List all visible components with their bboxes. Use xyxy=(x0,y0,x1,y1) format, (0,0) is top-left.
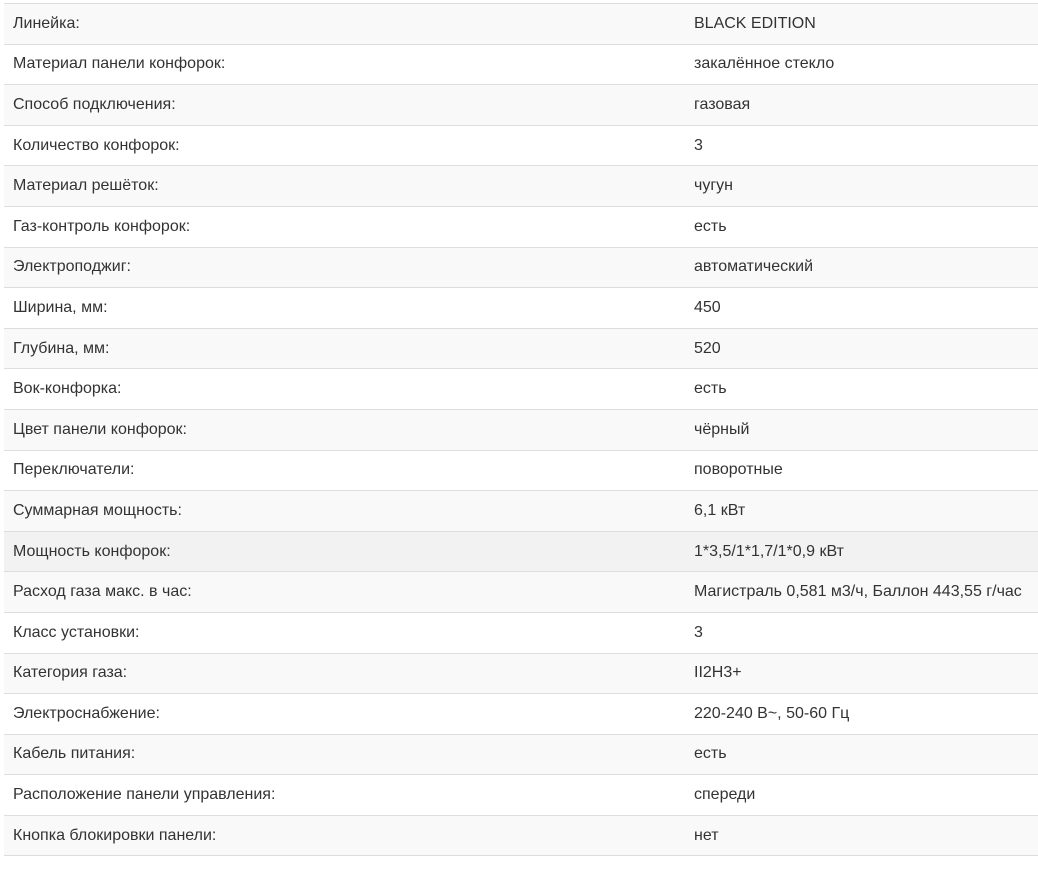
spec-label: Линейка: xyxy=(13,14,80,32)
spec-value: 520 xyxy=(694,339,721,357)
spec-label: Переключатели: xyxy=(13,461,135,479)
spec-label: Вок-конфорка: xyxy=(13,380,122,398)
spec-value: 3 xyxy=(694,136,703,154)
spec-label: Суммарная мощность: xyxy=(13,501,182,519)
spec-value: 1*3,5/1*1,7/1*0,9 кВт xyxy=(694,542,844,560)
spec-label: Кнопка блокировки панели: xyxy=(13,826,217,844)
spec-label: Расход газа макс. в час: xyxy=(13,583,192,601)
spec-label: Газ-контроль конфорок: xyxy=(13,217,191,235)
spec-row xyxy=(4,207,1038,248)
spec-row xyxy=(4,329,1038,370)
spec-label: Количество конфорок: xyxy=(13,136,180,154)
spec-row xyxy=(4,694,1038,735)
spec-value: 450 xyxy=(694,298,721,316)
spec-value: 220-240 В~, 50-60 Гц xyxy=(694,704,850,722)
spec-value: закалённое стекло xyxy=(694,55,835,73)
spec-value: нет xyxy=(694,826,719,844)
spec-value: Магистраль 0,581 м3/ч, Баллон 443,55 г/час xyxy=(694,583,1022,601)
spec-row xyxy=(4,248,1038,289)
spec-value: чёрный xyxy=(694,420,750,438)
spec-row xyxy=(4,613,1038,654)
spec-label: Расположение панели управления: xyxy=(13,786,276,804)
spec-row xyxy=(4,532,1038,573)
spec-row xyxy=(4,491,1038,532)
spec-row xyxy=(4,45,1038,86)
spec-value: поворотные xyxy=(694,461,783,479)
spec-value: 6,1 кВт xyxy=(694,501,746,519)
spec-value: 3 xyxy=(694,623,703,641)
spec-row xyxy=(4,4,1038,45)
spec-row xyxy=(4,572,1038,613)
spec-label: Электроснабжение: xyxy=(13,704,160,722)
spec-row xyxy=(4,166,1038,207)
spec-value: есть xyxy=(694,217,727,235)
spec-value: спереди xyxy=(694,786,756,804)
spec-label: Класс установки: xyxy=(13,623,140,641)
spec-label: Категория газа: xyxy=(13,664,128,682)
spec-value: BLACK EDITION xyxy=(694,14,816,32)
spec-value: II2H3+ xyxy=(694,664,742,682)
spec-row xyxy=(4,451,1038,492)
spec-row xyxy=(4,288,1038,329)
spec-row xyxy=(4,410,1038,451)
spec-value: автоматический xyxy=(694,258,814,276)
spec-value: есть xyxy=(694,745,727,763)
spec-label: Способ подключения: xyxy=(13,95,176,113)
spec-table xyxy=(4,3,1038,856)
spec-label: Кабель питания: xyxy=(13,745,136,763)
spec-row xyxy=(4,775,1038,816)
spec-label: Материал панели конфорок: xyxy=(13,55,226,73)
spec-label: Глубина, мм: xyxy=(13,339,110,357)
spec-value: чугун xyxy=(694,177,734,195)
spec-label: Материал решёток: xyxy=(13,177,159,195)
spec-row xyxy=(4,735,1038,776)
spec-label: Мощность конфорок: xyxy=(13,542,171,560)
spec-label: Цвет панели конфорок: xyxy=(13,420,187,438)
spec-label: Ширина, мм: xyxy=(13,298,108,316)
spec-row xyxy=(4,126,1038,167)
spec-row xyxy=(4,654,1038,695)
spec-row xyxy=(4,369,1038,410)
spec-value: есть xyxy=(694,380,727,398)
spec-label: Электроподжиг: xyxy=(13,258,131,276)
spec-value: газовая xyxy=(694,95,751,113)
spec-row xyxy=(4,816,1038,857)
spec-row xyxy=(4,85,1038,126)
